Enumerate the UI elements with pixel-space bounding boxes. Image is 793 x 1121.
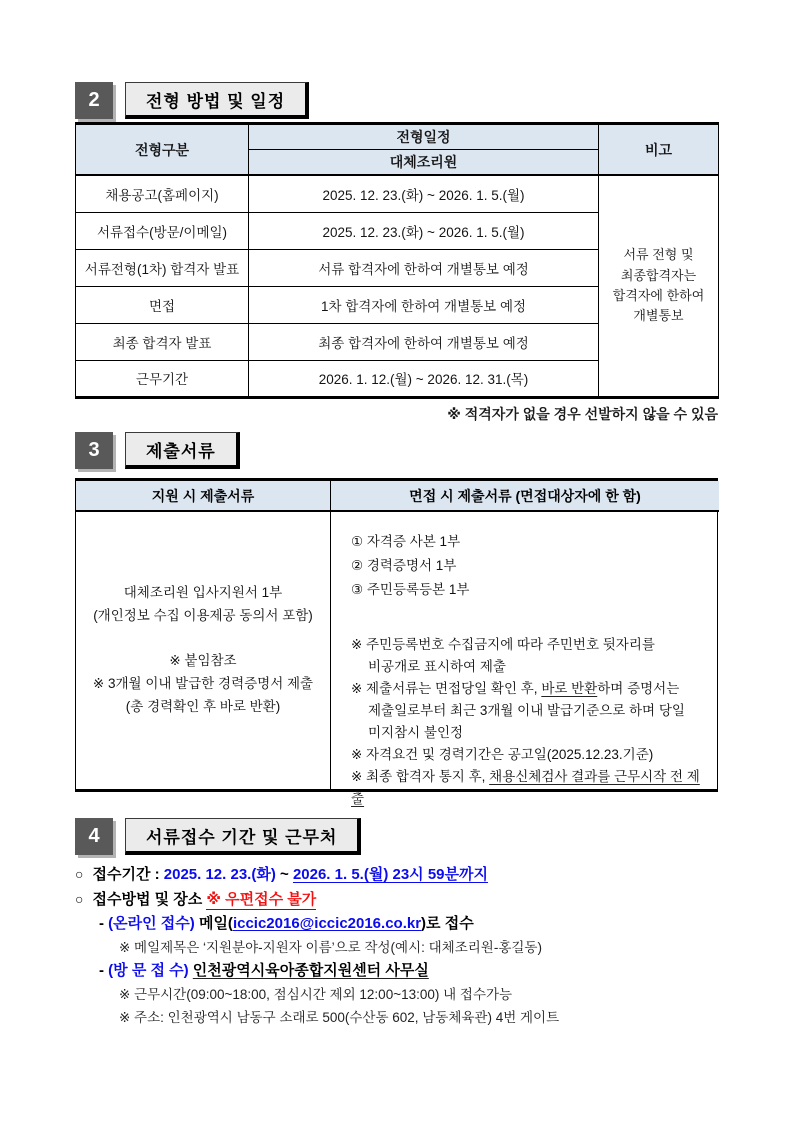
section-4-number-badge: 4 — [75, 818, 113, 855]
dash: - — [99, 915, 109, 932]
schedule-table-footnote: ※ 적격자가 없을 경우 선발하지 않을 수 있음 — [447, 406, 718, 422]
interview-doc-item: ③ 주민등록등본 1부 — [351, 582, 470, 597]
row-value: 서류 합격자에 한하여 개별통보 예정 — [249, 249, 599, 286]
visit-reception-line — [75, 959, 735, 983]
application-doc-line: 대체조리원 입사지원서 1부 — [123, 585, 283, 601]
table-row — [76, 175, 719, 212]
visit-place: 인천광역시육아종합지원센터 사무실 — [192, 962, 429, 979]
interview-note: ※ 자격요건 및 경력기간은 공고일(2025.12.23.기준) — [351, 747, 654, 762]
circle-bullet-icon: ○ — [75, 891, 84, 907]
interview-note: ※ 주민등록번호 수집금지에 따라 주민번호 뒷자리를 — [351, 637, 655, 652]
section-4-header — [75, 818, 361, 855]
section-2-number-badge: 2 — [75, 82, 113, 119]
remark-cell — [599, 175, 719, 397]
documents-left-header: 지원 시 제출서류 — [76, 481, 331, 512]
col-header-schedule: 전형일정 — [249, 124, 599, 150]
address-note: ※ 주소: 인천광역시 남동구 소래로 500(수산동 602, 남동체육관) 4번 게이트 — [119, 1010, 560, 1025]
note-text: ※ 제출서류는 면접당일 확인 후, — [351, 681, 542, 696]
application-doc-note: ※ 3개월 이내 발급한 경력증명서 제출 — [92, 675, 314, 691]
documents-right-header: 면접 시 제출서류 (면접대상자에 한 함) — [331, 481, 719, 512]
interview-doc-item: ① 자격증 사본 1부 — [351, 534, 461, 549]
spacer — [351, 602, 711, 634]
application-doc-line: (개인정보 수집 이용제공 동의서 포함) — [93, 608, 313, 624]
row-label: 근무기간 — [76, 360, 249, 397]
no-postal-warning: ※ 우편접수 불가 — [206, 891, 317, 908]
section-3-header — [75, 432, 240, 469]
interview-note: 비공개로 표시하여 제출 — [368, 659, 506, 674]
reception-end-date: 2026. 1. 5.(월) 23시 59분까지 — [292, 866, 488, 883]
document-page — [75, 0, 718, 1121]
reception-method-line — [75, 887, 735, 912]
interview-note — [351, 678, 711, 700]
online-reception-tag: (온라인 접수) — [108, 915, 195, 932]
section-3-number-badge: 3 — [75, 432, 113, 469]
note-text-underlined: 채용신체검사 결과를 근무시작 전 제출 — [351, 769, 700, 806]
remark-line: 서류 전형 및 — [623, 247, 694, 263]
email-link[interactable]: iccic2016@iccic2016.co.kr — [232, 915, 422, 932]
section-2-title: 전형 방법 및 일정 — [125, 82, 309, 119]
interview-note: 제출일로부터 최근 3개월 이내 발급기준으로 하며 당일 — [368, 703, 685, 718]
row-value: 2025. 12. 23.(화) ~ 2026. 1. 5.(월) — [249, 212, 599, 249]
application-doc-note: ※ 붙임참조 — [169, 653, 237, 669]
reception-method-label: 접수방법 및 장소 — [92, 891, 207, 908]
reception-period-label: 접수기간 : — [92, 866, 164, 883]
interview-note — [351, 766, 711, 810]
office-hours-note: ※ 근무시간(09:00~18:00, 점심시간 제외 12:00~13:00) 내 접수가능 — [119, 987, 513, 1002]
interview-note: 미지참시 불인정 — [368, 725, 464, 740]
row-value: 최종 합격자에 한하여 개별통보 예정 — [249, 323, 599, 360]
reception-info-block — [75, 862, 735, 1029]
section-4-title: 서류접수 기간 및 근무처 — [125, 818, 361, 855]
application-documents-cell — [76, 512, 331, 789]
visit-reception-tag: (방 문 접 수) — [108, 962, 189, 979]
remark-line: 최종합격자는 — [620, 267, 697, 283]
note-text: ※ 최종 합격자 통지 후, — [351, 769, 490, 784]
schedule-table — [75, 122, 719, 399]
interview-documents-cell — [331, 512, 719, 806]
col-header-type: 전형구분 — [76, 124, 249, 176]
email-prefix: 메일( — [194, 915, 233, 932]
reception-start-date: 2025. 12. 23.(화) — [163, 866, 276, 883]
section-2-header — [75, 82, 309, 119]
interview-doc-item: ② 경력증명서 1부 — [351, 558, 457, 573]
application-doc-note: (총 경력확인 후 바로 반환) — [125, 698, 281, 714]
remark-line: 합격자에 한하여 — [612, 287, 705, 303]
note-text-underlined: 바로 반환 — [541, 681, 598, 696]
dash: - — [99, 962, 109, 979]
circle-bullet-icon: ○ — [75, 866, 84, 882]
note-text: 하며 증명서는 — [597, 681, 680, 696]
row-label: 면접 — [76, 286, 249, 323]
tilde: ~ — [275, 866, 293, 883]
row-label: 최종 합격자 발표 — [76, 323, 249, 360]
reception-period-line — [75, 862, 735, 887]
section-3-title: 제출서류 — [125, 432, 240, 469]
documents-table — [75, 478, 718, 806]
col-header-remark: 비고 — [599, 124, 719, 176]
row-label: 서류전형(1차) 합격자 발표 — [76, 249, 249, 286]
row-label: 채용공고(홈페이지) — [76, 175, 249, 212]
row-value: 2025. 12. 23.(화) ~ 2026. 1. 5.(월) — [249, 175, 599, 212]
col-header-position: 대체조리원 — [249, 150, 599, 176]
row-value: 2026. 1. 12.(월) ~ 2026. 12. 31.(목) — [249, 360, 599, 397]
remark-line: 개별통보 — [633, 307, 684, 323]
online-reception-line — [75, 912, 735, 936]
row-label: 서류접수(방문/이메일) — [76, 212, 249, 249]
email-suffix: )로 접수 — [421, 915, 474, 932]
row-value: 1차 합격자에 한하여 개별통보 예정 — [249, 286, 599, 323]
email-subject-note: ※ 메일제목은 ‘지원분야-지원자 이름’으로 작성(예시: 대체조리원-홍길동) — [119, 940, 542, 955]
